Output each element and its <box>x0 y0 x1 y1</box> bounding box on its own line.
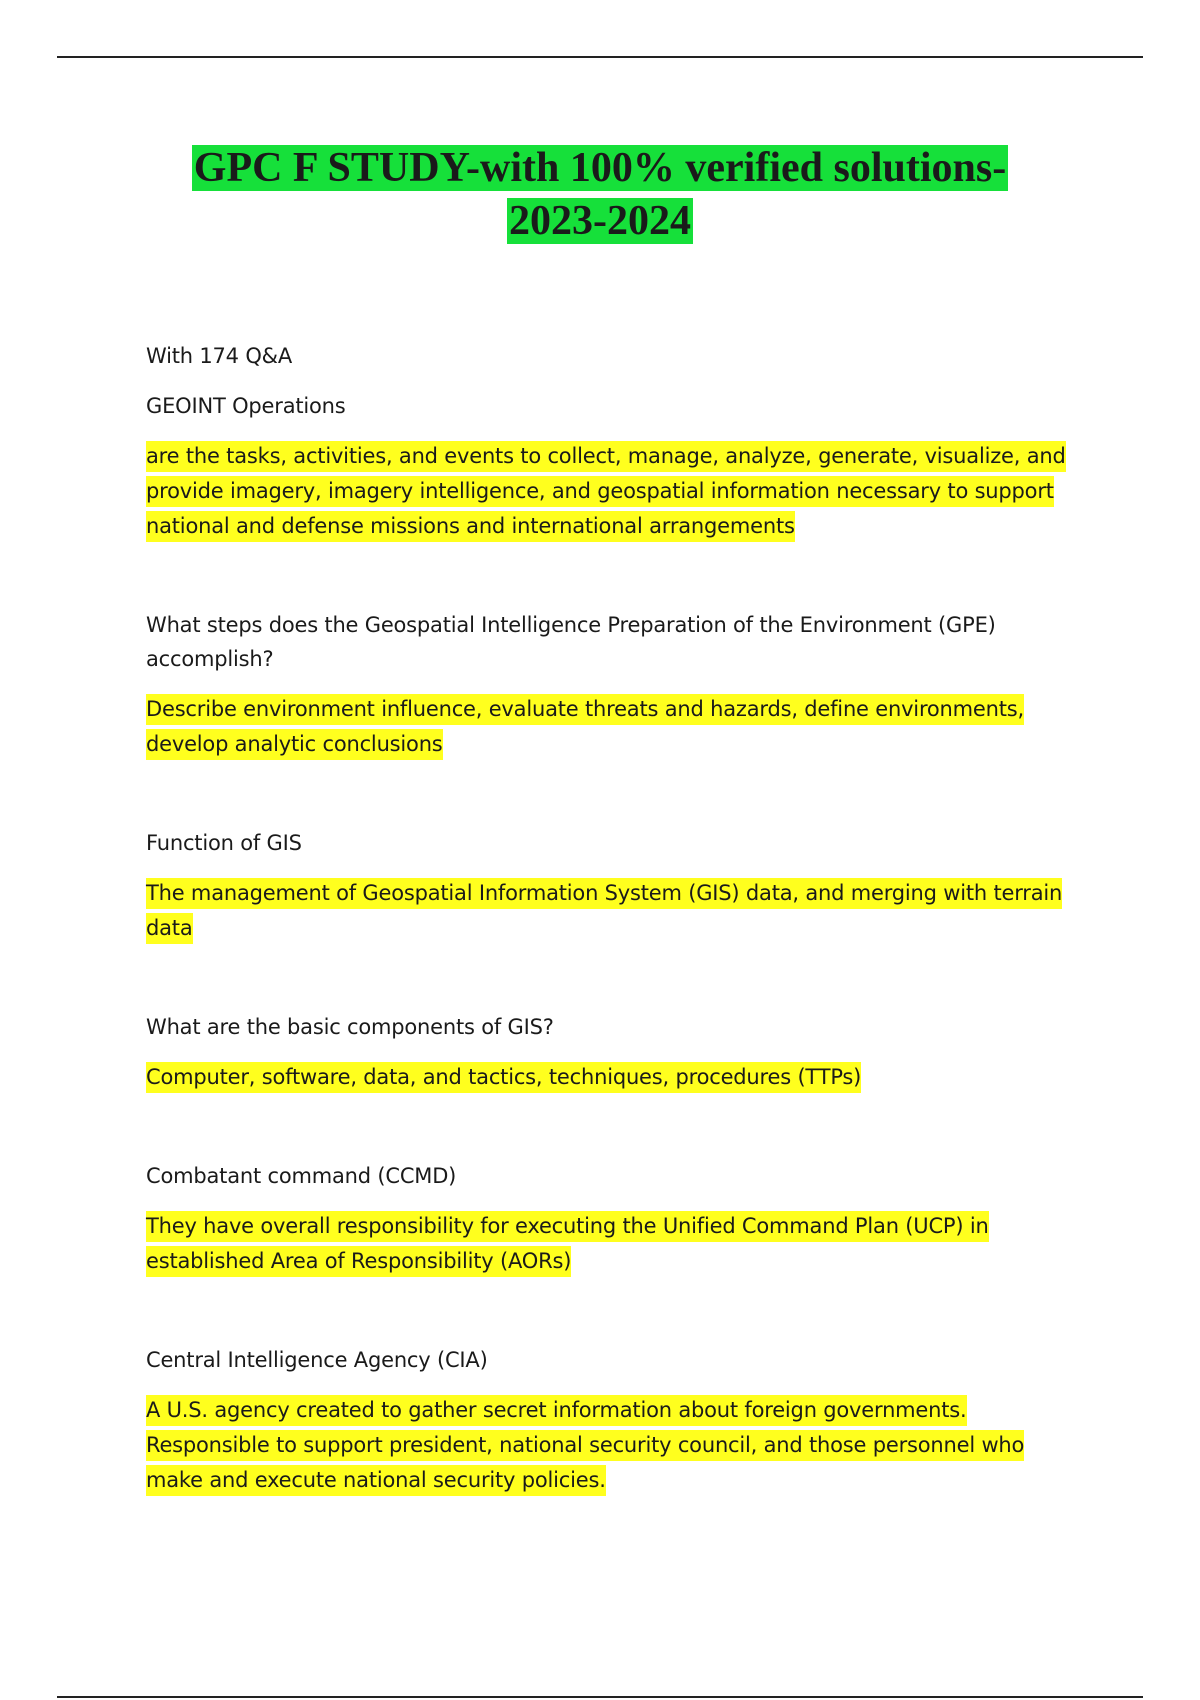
answer-text <box>146 1209 1066 1279</box>
document-body <box>146 339 1066 1562</box>
answer-highlight: Describe environment influence, evaluate threats and hazards, define environments, develop analytic conclusions <box>146 694 1024 760</box>
answer-highlight: The management of Geospatial Information System (GIS) data, and merging with terrain data <box>146 878 1062 944</box>
title-line-1: GPC F STUDY-with 100% verified solutions- <box>193 145 1007 191</box>
answer-text <box>146 1060 1066 1095</box>
answer-text <box>146 692 1066 762</box>
answer-highlight: Computer, software, data, and tactics, techniques, procedures (TTPs) <box>146 1062 861 1093</box>
qa-item <box>146 389 1066 544</box>
question-text: Central Intelligence Agency (CIA) <box>146 1348 488 1372</box>
qa-count-text: With 174 Q&A <box>146 344 292 368</box>
top-rule <box>57 56 1143 58</box>
answer-highlight: are the tasks, activities, and events to collect, manage, analyze, generate, visualize, and provide imagery, imagery intelligence, and geospatial information necessary to support national and defense missions and international arrangements <box>146 441 1066 542</box>
bottom-rule <box>57 1696 1143 1698</box>
qa-item <box>146 1010 1066 1095</box>
qa-item <box>146 608 1066 762</box>
qa-item <box>146 1343 1066 1498</box>
answer-text <box>146 1393 1066 1498</box>
document-title <box>0 142 1200 248</box>
answer-text <box>146 439 1066 544</box>
qa-item <box>146 826 1066 946</box>
title-line-2: 2023-2024 <box>509 198 691 244</box>
question-text: Function of GIS <box>146 831 302 855</box>
question-text: What are the basic components of GIS? <box>146 1015 554 1039</box>
answer-highlight: A U.S. agency created to gather secret information about foreign governments. Responsible to support president, national security council, and those personnel who make and execute national security policies. <box>146 1395 1024 1496</box>
question-text: Combatant command (CCMD) <box>146 1164 457 1188</box>
question-text: What steps does the Geospatial Intelligence Preparation of the Environment (GPE) accomplish? <box>146 613 996 671</box>
question-text: GEOINT Operations <box>146 394 346 418</box>
answer-text <box>146 876 1066 946</box>
qa-item <box>146 1159 1066 1279</box>
answer-highlight: They have overall responsibility for executing the Unified Command Plan (UCP) in established Area of Responsibility (AORs) <box>146 1211 989 1277</box>
